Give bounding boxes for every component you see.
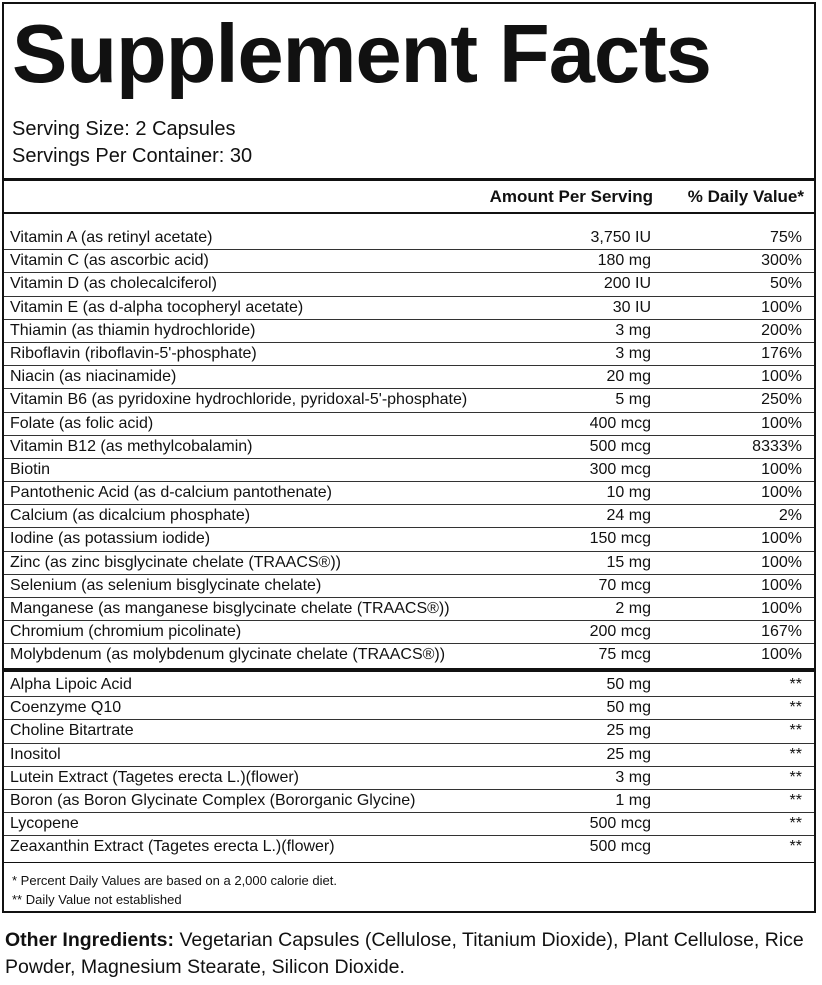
nutrient-name: Vitamin A (as retinyl acetate): [10, 229, 213, 246]
nutrient-daily-value: 8333%: [752, 437, 802, 455]
servings-per-container: Servings Per Container: 30: [12, 145, 253, 167]
nutrient-row: [4, 767, 814, 790]
nutrient-daily-value: **: [789, 815, 802, 833]
nutrient-daily-value: **: [789, 699, 802, 717]
nutrient-amount: 200 mcg: [589, 623, 651, 641]
nutrient-name: Molybdenum (as molybdenum glycinate chelate (TRAACS®)): [10, 646, 446, 664]
nutrient-name: Inositol: [10, 745, 61, 763]
nutrient-daily-value: 100%: [761, 368, 802, 386]
nutrient-name: Vitamin C (as ascorbic acid): [10, 252, 209, 270]
nutrient-name: Selenium (as selenium bisglycinate chelate): [10, 576, 322, 594]
nutrient-row: [4, 674, 814, 697]
nutrient-amount: 200 IU: [603, 275, 651, 293]
nutrient-name: Vitamin E (as d-alpha tocopheryl acetate): [10, 298, 304, 316]
nutrient-amount: 30 IU: [612, 298, 651, 316]
nutrient-name: Pantothenic Acid (as d-calcium pantothenate): [10, 484, 332, 502]
nutrient-row: [4, 413, 814, 436]
nutrient-daily-value: 100%: [761, 460, 802, 478]
nutrient-daily-value: 100%: [761, 553, 802, 571]
panel-title: Supplement Facts: [12, 7, 711, 100]
nutrient-amount: 50 mg: [606, 699, 651, 717]
nutrient-name: Manganese (as manganese bisglycinate chelate (TRAACS®)): [10, 600, 450, 617]
nutrient-name: Iodine (as potassium iodide): [10, 530, 211, 548]
nutrient-daily-value: 176%: [761, 344, 802, 362]
other-nutrients-list: [4, 674, 814, 860]
nutrient-name: Coenzyme Q10: [10, 699, 122, 717]
thick-divider: [4, 178, 814, 181]
nutrient-amount: 3,750 IU: [590, 229, 651, 246]
other-ingredients-label: Other Ingredients:: [5, 929, 175, 951]
nutrient-name: Lycopene: [10, 815, 79, 833]
nutrient-amount: 70 mcg: [598, 576, 651, 594]
nutrient-name: Boron (as Boron Glycinate Complex (Bororganic Glycine): [10, 791, 416, 809]
footnote-divider: [4, 862, 814, 863]
footnote-percent-dv: * Percent Daily Values are based on a 2,000 calorie diet.: [12, 873, 337, 888]
nutrient-name: Calcium (as dicalcium phosphate): [10, 507, 251, 525]
nutrient-row: [4, 227, 814, 250]
nutrient-amount: 25 mg: [606, 745, 651, 763]
nutrient-row: [4, 273, 814, 296]
nutrient-name: Niacin (as niacinamide): [10, 368, 177, 386]
nutrient-daily-value: **: [789, 768, 802, 786]
nutrient-daily-value: 75%: [769, 229, 802, 246]
nutrient-name: Vitamin B6 (as pyridoxine hydrochloride, pyridoxal-5'-phosphate): [10, 391, 468, 409]
nutrient-amount: 3 mg: [615, 768, 651, 786]
nutrient-row: [4, 297, 814, 320]
nutrient-row: [4, 320, 814, 343]
nutrient-name: Folate (as folic acid): [10, 414, 154, 432]
nutrient-amount: 150 mcg: [589, 530, 651, 548]
nutrient-name: Thiamin (as thiamin hydrochloride): [10, 321, 256, 339]
nutrient-row: [4, 459, 814, 482]
nutrient-daily-value: 300%: [761, 252, 802, 270]
nutrient-amount: 400 mcg: [589, 414, 651, 432]
nutrient-row: [4, 366, 814, 389]
amount-per-serving-header: Amount Per Serving: [489, 187, 653, 206]
nutrient-row: [4, 250, 814, 273]
nutrient-row: [4, 528, 814, 551]
nutrient-amount: 180 mg: [597, 252, 651, 270]
nutrient-amount: 15 mg: [606, 553, 651, 571]
nutrient-name: Lutein Extract (Tagetes erecta L.)(flower): [10, 768, 300, 786]
nutrient-name: Zinc (as zinc bisglycinate chelate (TRAACS®)): [10, 553, 341, 571]
nutrient-row: [4, 813, 814, 836]
nutrient-name: Choline Bitartrate: [10, 722, 134, 740]
nutrient-daily-value: 100%: [761, 414, 802, 432]
section-divider: [4, 668, 814, 672]
nutrient-row: [4, 720, 814, 743]
nutrient-name: Biotin: [10, 460, 51, 478]
nutrient-row: [4, 621, 814, 644]
nutrient-name: Vitamin D (as cholecalciferol): [10, 275, 217, 293]
nutrient-name: Zeaxanthin Extract (Tagetes erecta L.)(flower): [10, 838, 335, 856]
nutrient-amount: 5 mg: [615, 391, 651, 409]
nutrient-amount: 2 mg: [615, 600, 651, 617]
nutrient-amount: 500 mcg: [589, 815, 651, 833]
nutrient-daily-value: 250%: [761, 391, 802, 409]
nutrient-row: [4, 505, 814, 528]
nutrient-amount: 20 mg: [606, 368, 651, 386]
nutrient-daily-value: 100%: [761, 484, 802, 502]
nutrient-name: Vitamin B12 (as methylcobalamin): [10, 437, 253, 455]
nutrient-daily-value: 100%: [761, 646, 802, 664]
nutrient-row: [4, 697, 814, 720]
other-ingredients: [5, 927, 817, 981]
supplement-facts-panel: [2, 2, 816, 913]
nutrient-daily-value: 100%: [761, 298, 802, 316]
nutrient-name: Riboflavin (riboflavin-5'-phosphate): [10, 344, 257, 362]
nutrient-amount: 75 mcg: [598, 646, 651, 664]
nutrient-row: [4, 389, 814, 412]
serving-size: Serving Size: 2 Capsules: [12, 118, 236, 140]
nutrient-daily-value: 100%: [761, 530, 802, 548]
nutrient-daily-value: 200%: [761, 321, 802, 339]
nutrient-row: [4, 598, 814, 621]
header-divider: [4, 212, 814, 214]
nutrient-daily-value: 50%: [769, 275, 802, 293]
nutrient-row: [4, 436, 814, 459]
nutrient-amount: 1 mg: [615, 791, 651, 809]
nutrient-amount: 300 mcg: [589, 460, 651, 478]
nutrient-amount: 10 mg: [606, 484, 651, 502]
nutrient-daily-value: **: [789, 722, 802, 740]
nutrient-daily-value: 100%: [761, 600, 802, 617]
nutrient-amount: 25 mg: [606, 722, 651, 740]
nutrient-daily-value: **: [789, 791, 802, 809]
nutrient-daily-value: 100%: [761, 576, 802, 594]
nutrient-daily-value: **: [789, 745, 802, 763]
nutrient-row: [4, 343, 814, 366]
nutrient-row: [4, 836, 814, 859]
other-ingredients-text: Vegetarian Capsules (Cellulose, Titanium Dioxide), Plant Cellulose, Rice Powder, Magnesium Stearate, Silicon Dioxide.: [5, 929, 804, 978]
nutrient-name: Chromium (chromium picolinate): [10, 623, 242, 641]
nutrient-amount: 50 mg: [606, 676, 651, 693]
nutrient-amount: 24 mg: [606, 507, 651, 525]
nutrient-daily-value: **: [789, 838, 802, 856]
nutrient-daily-value: 2%: [778, 507, 802, 525]
daily-value-header: % Daily Value*: [687, 187, 804, 206]
nutrient-name: Alpha Lipoic Acid: [10, 676, 132, 693]
vitamins-minerals-list: [4, 227, 814, 668]
nutrient-row: [4, 790, 814, 813]
nutrient-row: [4, 575, 814, 598]
nutrient-amount: 3 mg: [615, 344, 651, 362]
nutrient-row: [4, 744, 814, 767]
nutrient-amount: 500 mcg: [589, 437, 651, 455]
nutrient-amount: 500 mcg: [589, 838, 651, 856]
nutrient-daily-value: **: [789, 676, 802, 693]
footnote-dv-not-established: ** Daily Value not established: [12, 892, 182, 907]
nutrient-row: [4, 552, 814, 575]
nutrient-daily-value: 167%: [761, 623, 802, 641]
nutrient-amount: 3 mg: [615, 321, 651, 339]
nutrient-row: [4, 482, 814, 505]
nutrient-row: [4, 644, 814, 667]
